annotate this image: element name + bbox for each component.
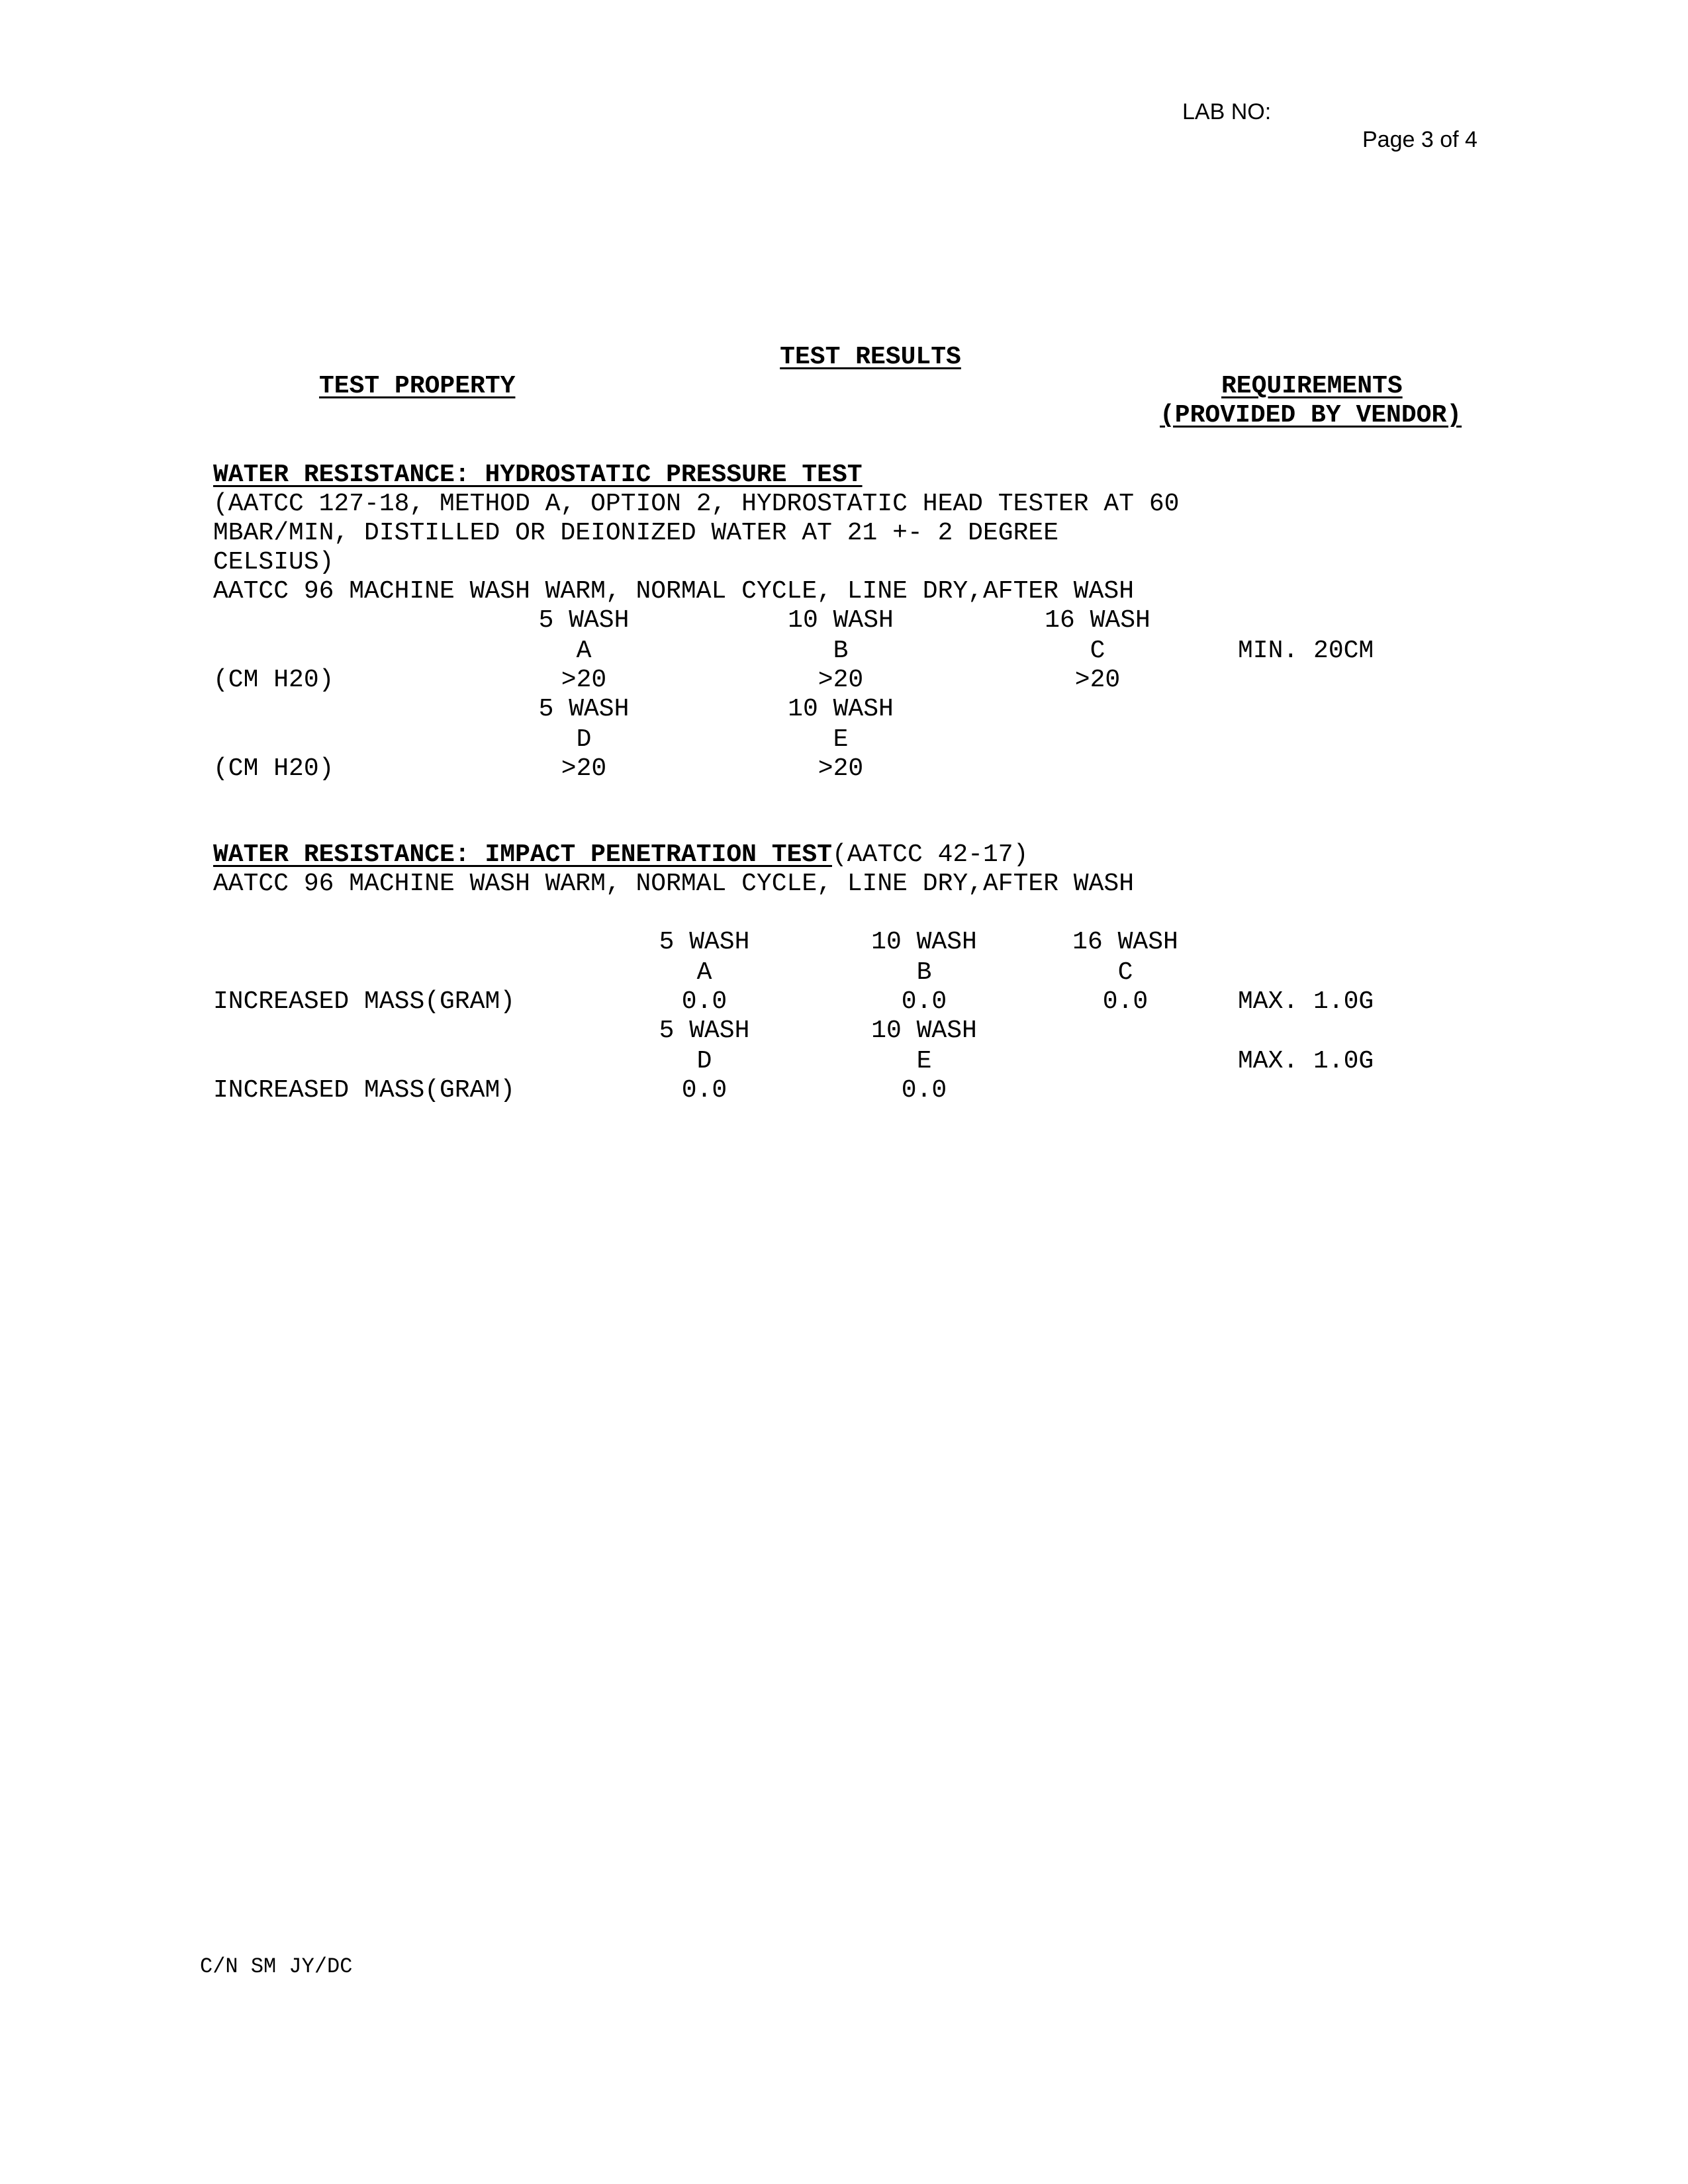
hydrostatic-desc-line: (AATCC 127-18, METHOD A, OPTION 2, HYDROSTATIC HEAD TESTER AT 60 <box>213 490 1180 518</box>
impact-section-title: WATER RESISTANCE: IMPACT PENETRATION TEST <box>213 841 832 869</box>
test-results-heading: TEST RESULTS <box>780 343 961 371</box>
result-value: 0.0 <box>1102 987 1149 1016</box>
measure-label: INCREASED MASS(GRAM) <box>213 1076 516 1105</box>
sample-id: D <box>576 725 592 754</box>
wash-count: 10 WASH <box>871 1017 977 1045</box>
result-value: 0.0 <box>681 1076 727 1105</box>
sample-id: D <box>696 1047 712 1075</box>
hydrostatic-desc-line: MBAR/MIN, DISTILLED OR DEIONIZED WATER AT 21 +- 2 DEGREE <box>213 519 1059 547</box>
wash-count: 5 WASH <box>659 928 750 956</box>
sample-id: E <box>916 1047 932 1075</box>
impact-desc: AATCC 96 MACHINE WASH WARM, NORMAL CYCLE, LINE DRY,AFTER WASH <box>213 870 1135 898</box>
wash-count: 5 WASH <box>538 606 630 635</box>
footer-code: C/N SM JY/DC <box>200 1954 353 1979</box>
wash-count: 5 WASH <box>538 695 630 723</box>
result-value: >20 <box>818 754 864 783</box>
sample-id: A <box>576 637 592 665</box>
page-number: Page 3 of 4 <box>1362 127 1477 152</box>
hydrostatic-desc-line: CELSIUS) <box>213 548 334 576</box>
wash-count: 10 WASH <box>871 928 977 956</box>
impact-section-method: (AATCC 42-17) <box>831 841 1029 869</box>
result-value: >20 <box>561 754 607 783</box>
wash-count: 5 WASH <box>659 1017 750 1045</box>
measure-label: INCREASED MASS(GRAM) <box>213 987 516 1016</box>
wash-count: 10 WASH <box>788 695 894 723</box>
sample-id: B <box>916 958 932 987</box>
wash-count: 10 WASH <box>788 606 894 635</box>
sample-id: C <box>1090 637 1105 665</box>
wash-count: 16 WASH <box>1045 606 1150 635</box>
lab-no-label: LAB NO: <box>1182 99 1272 124</box>
wash-count: 16 WASH <box>1072 928 1178 956</box>
unit-label: (CM H20) <box>213 754 334 783</box>
result-value: >20 <box>561 666 607 694</box>
impact-section-title-line <box>213 841 1028 870</box>
provided-by-vendor-heading: (PROVIDED BY VENDOR) <box>1160 401 1462 430</box>
result-value: >20 <box>818 666 864 694</box>
sample-id: B <box>833 637 849 665</box>
sample-id: C <box>1117 958 1133 987</box>
result-value: 0.0 <box>681 987 727 1016</box>
result-value: 0.0 <box>901 1076 947 1105</box>
sample-id: E <box>833 725 849 754</box>
hydrostatic-section-title: WATER RESISTANCE: HYDROSTATIC PRESSURE TEST <box>213 461 863 489</box>
unit-label: (CM H20) <box>213 666 334 694</box>
test-property-heading: TEST PROPERTY <box>319 372 516 400</box>
impact-requirement: MAX. 1.0G <box>1238 1047 1374 1075</box>
impact-requirement: MAX. 1.0G <box>1238 987 1374 1016</box>
result-value: >20 <box>1074 666 1121 694</box>
hydrostatic-requirement: MIN. 20CM <box>1238 637 1374 665</box>
requirements-heading: REQUIREMENTS <box>1221 372 1403 400</box>
hydrostatic-desc-line: AATCC 96 MACHINE WASH WARM, NORMAL CYCLE, LINE DRY,AFTER WASH <box>213 577 1135 606</box>
sample-id: A <box>696 958 712 987</box>
result-value: 0.0 <box>901 987 947 1016</box>
